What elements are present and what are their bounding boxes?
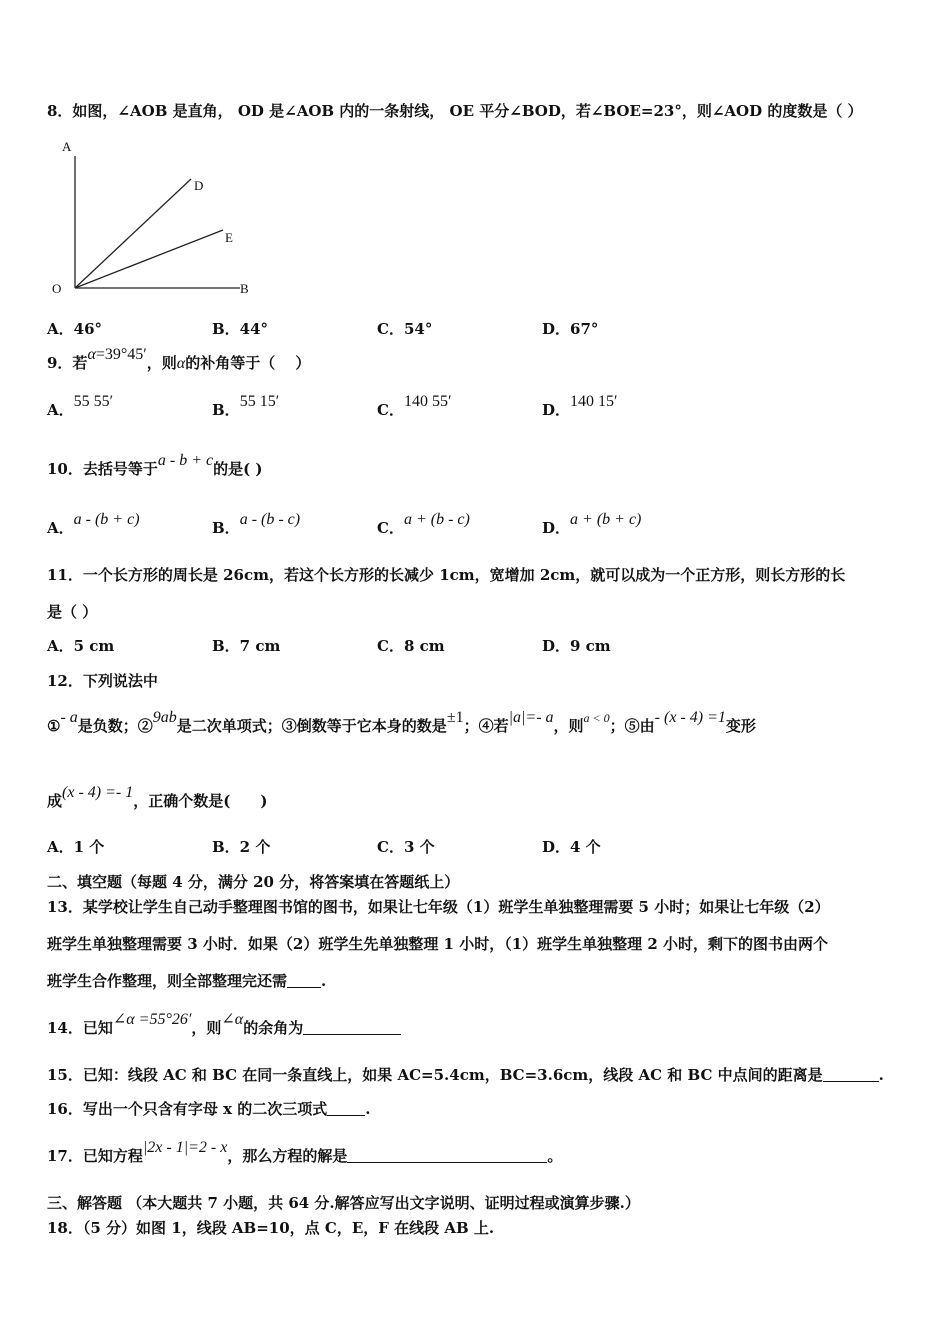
section-3-heading: 三、解答题 （本大题共 7 小题，共 64 分.解答应写出文字说明、证明过程或演算步骤.） <box>47 1194 640 1212</box>
q9-alpha: α <box>87 346 96 363</box>
q9-option-b <box>212 393 280 421</box>
ray-od <box>75 179 191 288</box>
q11-option-c: C．8 cm <box>377 637 445 655</box>
q11-option-d: D．9 cm <box>542 637 611 655</box>
q14-angle: ∠α <box>221 1011 244 1028</box>
q13-line-2: 班学生单独整理需要 3 小时．如果（2）班学生先单独整理 1 小时，（1）班学生单独整理 2 小时，剩下的图书由两个 <box>47 935 829 953</box>
q10-option-c-letter: C． <box>377 519 404 537</box>
q9-prefix: 9．若 <box>47 354 88 372</box>
q12-m1: - a <box>60 709 78 726</box>
q10-prefix: 10．去括号等于 <box>47 460 158 478</box>
q13-line-3-text: 班学生合作整理，则全部整理完还需 <box>47 972 288 990</box>
q8-text: 8．如图，∠AOB 是直角， OD 是∠AOB 内的一条射线， OE 平分∠BOD，若∠BOE=23°，则∠AOD 的度数是（ ） <box>47 102 863 120</box>
q10-option-b-letter: B． <box>212 519 240 537</box>
q12-s4: ；④若 <box>463 717 509 735</box>
q9-option-d <box>542 393 618 421</box>
q10-option-a-value: a - (b + c) <box>73 511 140 528</box>
q12-option-a: A．1 个 <box>47 838 105 856</box>
q10-option-d <box>542 511 642 539</box>
q17-answer-blank[interactable] <box>347 1146 547 1163</box>
q13-line-3 <box>47 971 326 991</box>
label-b: B <box>240 281 249 296</box>
q12-s7: 变形 <box>725 717 756 735</box>
q12-title: 12．下列说法中 <box>47 672 158 690</box>
q12-s6: ；⑤由 <box>609 717 655 735</box>
q9-option-a-value: 55 55′ <box>73 393 114 410</box>
q12-m2: 9ab <box>152 709 177 726</box>
q12-option-c: C．3 个 <box>377 838 435 856</box>
q10-option-c-value: a + (b - c) <box>403 511 470 528</box>
q10-option-d-letter: D． <box>542 519 571 537</box>
q12-m8: (x - 4) =- 1 <box>62 784 134 801</box>
q14-suffix: 的余角为 <box>243 1019 304 1037</box>
q17-end: 。 <box>547 1147 563 1165</box>
label-o: O <box>52 281 62 296</box>
q12-s2: 是负数；② <box>77 717 153 735</box>
q9-option-d-letter: D． <box>542 401 571 419</box>
q9-option-d-value: 140 15′ <box>570 393 618 410</box>
q8-figure <box>50 138 260 300</box>
q12-m4: |a|=- a <box>508 709 554 726</box>
q12-m5: a < 0 <box>583 711 610 725</box>
q12-option-d: D．4 个 <box>542 838 601 856</box>
q17-expr: |2x - 1|=2 - x <box>142 1139 228 1156</box>
q11-option-a: A．5 cm <box>47 637 115 655</box>
q10-option-b-value: a - (b - c) <box>239 511 301 528</box>
q11-option-b: B．7 cm <box>212 637 281 655</box>
section-2-heading: 二、填空题（每题 4 分，满分 20 分，将答案填在答题纸上） <box>47 873 460 891</box>
q9-option-c <box>377 393 452 421</box>
q10-suffix: 的是( ) <box>213 460 263 478</box>
q16-text: 16．写出一个只含有字母 x 的二次三项式 <box>47 1100 328 1118</box>
q9-option-b-value: 55 15′ <box>239 393 280 410</box>
q12-s8: 成 <box>47 792 63 810</box>
q10-option-a <box>47 511 140 539</box>
q18-text: 18．（5 分）如图 1，线段 AB=10，点 C，E，F 在线段 AB 上. <box>47 1219 495 1237</box>
q17-stem <box>47 1139 563 1167</box>
q12-statements <box>47 709 756 737</box>
q16-end: . <box>365 1100 371 1118</box>
q11-line-2: 是（ ） <box>47 603 98 621</box>
q10-expr: a - b + c <box>157 452 214 469</box>
q16-stem <box>47 1099 371 1119</box>
q12-s3: 是二次单项式；③倒数等于它本身的数是 <box>176 717 447 735</box>
q8-option-a: A．46° <box>47 320 103 338</box>
label-a: A <box>62 139 72 154</box>
q13-end: . <box>321 972 327 990</box>
q14-mid: ，则 <box>191 1019 222 1037</box>
q12-m6: - (x - 4) =1 <box>654 709 726 726</box>
q9-stem <box>47 346 311 374</box>
q10-stem <box>47 452 263 480</box>
q9-option-c-value: 140 55′ <box>403 393 452 410</box>
q8-option-d: D．67° <box>542 320 599 338</box>
q14-prefix: 14．已知 <box>47 1019 113 1037</box>
q9-option-a-letter: A． <box>47 401 74 419</box>
q12-s5: ，则 <box>553 717 584 735</box>
q8-option-b: B．44° <box>212 320 269 338</box>
q10-option-a-letter: A． <box>47 519 74 537</box>
q15-stem <box>47 1065 884 1085</box>
q11-line-1: 11．一个长方形的周长是 26cm，若这个长方形的长减少 1cm，宽增加 2cm，就可以成为一个正方形，则长方形的长 <box>47 566 846 584</box>
q14-stem <box>47 1011 401 1039</box>
q12-continued <box>47 784 268 812</box>
q10-option-c <box>377 511 470 539</box>
q12-option-b: B．2 个 <box>212 838 271 856</box>
q9-suffix: 的补角等于（ ） <box>185 354 311 372</box>
q15-text: 15．已知：线段 AC 和 BC 在同一条直线上，如果 AC=5.4cm，BC=3.6cm，线段 AC 和 BC 中点间的距离是 <box>47 1066 823 1084</box>
q15-end: . <box>878 1066 884 1084</box>
q10-option-b <box>212 511 301 539</box>
q17-prefix: 17．已知方程 <box>47 1147 143 1165</box>
q12-s1: ① <box>47 717 61 735</box>
q13-answer-blank[interactable] <box>287 971 321 988</box>
q9-option-b-letter: B． <box>212 401 240 419</box>
q10-option-d-value: a + (b + c) <box>570 511 642 528</box>
q9-eq: =39°45′ <box>95 346 147 363</box>
q17-suffix: ，那么方程的解是 <box>227 1147 348 1165</box>
q12-m3: ±1 <box>446 709 464 726</box>
q12-s9: ，正确个数是( ) <box>133 792 268 810</box>
ray-oe <box>75 230 223 288</box>
q16-answer-blank[interactable] <box>327 1099 365 1116</box>
q14-expr: ∠α =55°26′ <box>112 1011 192 1028</box>
q9-option-a <box>47 393 114 421</box>
q14-answer-blank[interactable] <box>303 1018 401 1035</box>
q15-answer-blank[interactable] <box>823 1065 879 1082</box>
q9-mid: ，则 <box>146 354 177 372</box>
q9-alpha-2: α <box>176 355 186 372</box>
q9-option-c-letter: C． <box>377 401 404 419</box>
label-d: D <box>194 178 204 193</box>
q8-option-c: C．54° <box>377 320 433 338</box>
q13-line-1: 13．某学校让学生自己动手整理图书馆的图书，如果让七年级（1）班学生单独整理需要 5 小时；如果让七年级（2） <box>47 898 830 916</box>
label-e: E <box>225 230 233 245</box>
